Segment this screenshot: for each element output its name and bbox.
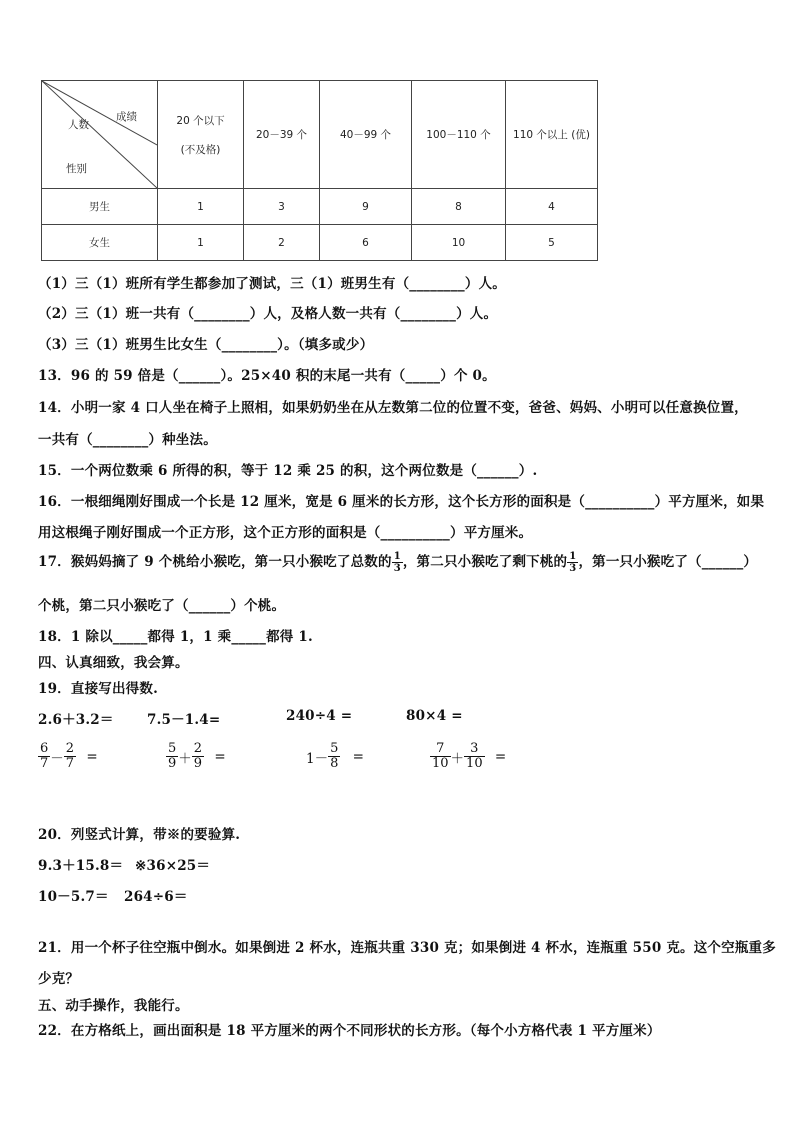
question-21-line2: 少克？ (38, 971, 80, 987)
table-cell: 2 (244, 225, 320, 261)
header-cell: 100－110 个 (412, 81, 506, 189)
score-table (41, 80, 598, 261)
question-20: 20．列竖式计算，带※的要验算. (38, 827, 241, 843)
question-12-2: （2）三（1）班一共有（________）人，及格人数一共有（________）人。 (38, 306, 498, 322)
question-12-1: （1）三（1）班所有学生都参加了测试，三（1）班男生有（________）人。 (38, 276, 506, 292)
question-14-line1: 14．小明一家 4 口人坐在椅子上照相，如果奶奶坐在从左数第二位的位置不变，爸爸、妈妈、小明可以任意换位置， (38, 400, 748, 416)
question-17-line1 (38, 550, 757, 574)
calc-item: 80×4 = (406, 708, 463, 724)
question-18: 18．1 除以_____都得 1，1 乘_____都得 1. (38, 629, 313, 645)
question-22: 22．在方格纸上，画出面积是 18 平方厘米的两个不同形状的长方形。（每个小方格代表 1 平方厘米） (38, 1023, 661, 1039)
table-cell: 9 (320, 189, 412, 225)
question-12-3: （3）三（1）班男生比女生（________）。（填多或少） (38, 337, 374, 353)
table-row (42, 225, 598, 261)
table-cell: 1 (158, 225, 244, 261)
header-cell: 110 个以上 (优) (506, 81, 598, 189)
vertical-calc-item: 10－5.7＝ (38, 889, 109, 905)
fraction-item: $\frac{6}{7}$ － $\frac{2}{7}$ = (40, 741, 98, 772)
table-corner-cell (42, 81, 158, 189)
section-5-title: 五、动手操作，我能行。 (38, 998, 189, 1014)
row-label: 女生 (42, 225, 158, 261)
corner-score-label: 成绩 (116, 111, 137, 123)
calc-item: 7.5－1.4= (147, 712, 221, 728)
fraction-item: $\frac{5}{9}$ ＋ $\frac{2}{9}$ = (168, 741, 226, 772)
q17-fraction-1: $\frac{1}{3}$ (393, 551, 401, 574)
question-15: 15．一个两位数乘 6 所得的积，等于 12 乘 25 的积，这个两位数是（______）. (38, 463, 538, 479)
table-cell: 8 (412, 189, 506, 225)
fraction-item: $\frac{7}{10}$ ＋ $\frac{3}{10}$ = (432, 741, 507, 772)
vertical-calc-item: 9.3＋15.8＝ (38, 858, 124, 874)
table-cell: 1 (158, 189, 244, 225)
header-line1: 20 个以下 (176, 114, 225, 127)
header-cell: 40－99 个 (320, 81, 412, 189)
question-16-line1: 16．一根细绳刚好围成一个长是 12 厘米，宽是 6 厘米的长方形，这个长方形的面积是（__________）平方厘米，如果 (38, 494, 765, 510)
corner-gender-label: 性别 (66, 163, 87, 175)
q17-text-3: ，第一只小猴吃了（______） (578, 554, 758, 570)
q17-fraction-2: $\frac{1}{3}$ (569, 551, 577, 574)
table-cell: 3 (244, 189, 320, 225)
diagonal-lines (42, 81, 157, 188)
question-14-line2: 一共有（________）种坐法。 (38, 432, 217, 448)
header-line2: (不及格) (180, 143, 221, 156)
vertical-calc-item: 264÷6＝ (124, 889, 188, 905)
table-cell: 5 (506, 225, 598, 261)
table-row (42, 189, 598, 225)
section-4-title: 四、认真细致，我会算。 (38, 655, 189, 671)
question-19: 19．直接写出得数. (38, 681, 158, 697)
question-16-line2: 用这根绳子刚好围成一个正方形，这个正方形的面积是（__________）平方厘米。 (38, 525, 533, 541)
question-13: 13．96 的 59 倍是（______）。25×40 积的末尾一共有（_____）个 0。 (38, 368, 496, 384)
question-17-line2: 个桃，第二只小猴吃了（______）个桃。 (38, 598, 286, 614)
table-cell: 4 (506, 189, 598, 225)
fraction-item: 1－ $\frac{5}{8}$ = (306, 741, 364, 772)
q17-text-2: ，第二只小猴吃了剩下桃的 (402, 554, 568, 570)
vertical-calc-item: ※36×25＝ (135, 858, 211, 874)
header-cell: 20－39 个 (244, 81, 320, 189)
calc-item: 240÷4 = (286, 708, 353, 724)
calc-item: 2.6＋3.2＝ (38, 712, 114, 728)
q17-text-1: 17．猴妈妈摘了 9 个桃给小猴吃，第一只小猴吃了总数的 (38, 554, 392, 570)
table-cell: 10 (412, 225, 506, 261)
header-cell (158, 81, 244, 189)
question-21-line1: 21．用一个杯子往空瓶中倒水。如果倒进 2 杯水，连瓶共重 330 克；如果倒进 4 杯水，连瓶重 550 克。这个空瓶重多 (38, 940, 776, 956)
row-label: 男生 (42, 189, 158, 225)
corner-count-label: 人数 (68, 119, 89, 131)
table-cell: 6 (320, 225, 412, 261)
